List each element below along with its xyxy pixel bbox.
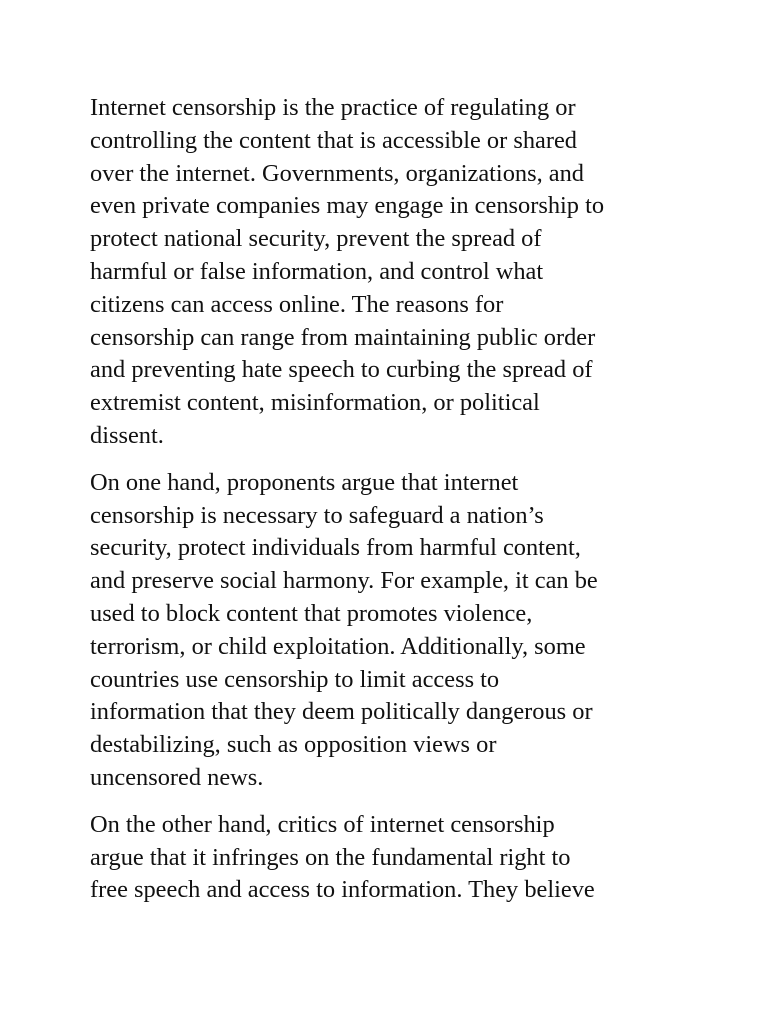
paragraph-intro <box>90 92 690 453</box>
text-line: Internet censorship is the practice of regulating or <box>90 94 576 121</box>
paragraph-proponents <box>90 467 690 795</box>
text-line: censorship can range from maintaining public order <box>90 323 596 351</box>
text-line: controlling the content that is accessible or shared <box>90 126 577 154</box>
text-line: censorship is necessary to safeguard a nation’s <box>90 501 544 529</box>
text-line: destabilizing, such as opposition views or <box>90 731 497 759</box>
text-line: even private companies may engage in censorship to <box>90 192 605 220</box>
document-body <box>90 92 690 921</box>
text-line: terrorism, or child exploitation. Additionally, some <box>90 632 586 660</box>
text-line: citizens can access online. The reasons for <box>90 290 504 318</box>
text-line: information that they deem politically dangerous or <box>90 698 593 726</box>
text-line: security, protect individuals from harmful content, <box>90 534 581 562</box>
text-line: used to block content that promotes violence, <box>90 599 533 627</box>
text-line: uncensored news. <box>90 763 264 791</box>
paragraph-critics <box>90 809 690 907</box>
text-line: On the other hand, critics of internet censorship <box>90 810 555 838</box>
text-line: over the internet. Governments, organizations, and <box>90 159 584 187</box>
text-line: argue that it infringes on the fundamental right to <box>90 843 571 871</box>
text-line: countries use censorship to limit access to <box>90 665 500 693</box>
text-line: harmful or false information, and control what <box>90 257 544 285</box>
text-line: free speech and access to information. They believe <box>90 876 595 904</box>
text-line: and preventing hate speech to curbing the spread of <box>90 356 593 384</box>
text-line: protect national security, prevent the spread of <box>90 225 542 253</box>
text-line: extremist content, misinformation, or political <box>90 389 540 417</box>
text-line: and preserve social harmony. For example, it can be <box>90 567 598 595</box>
text-line: dissent. <box>90 421 164 449</box>
text-line: On one hand, proponents argue that internet <box>90 468 519 496</box>
